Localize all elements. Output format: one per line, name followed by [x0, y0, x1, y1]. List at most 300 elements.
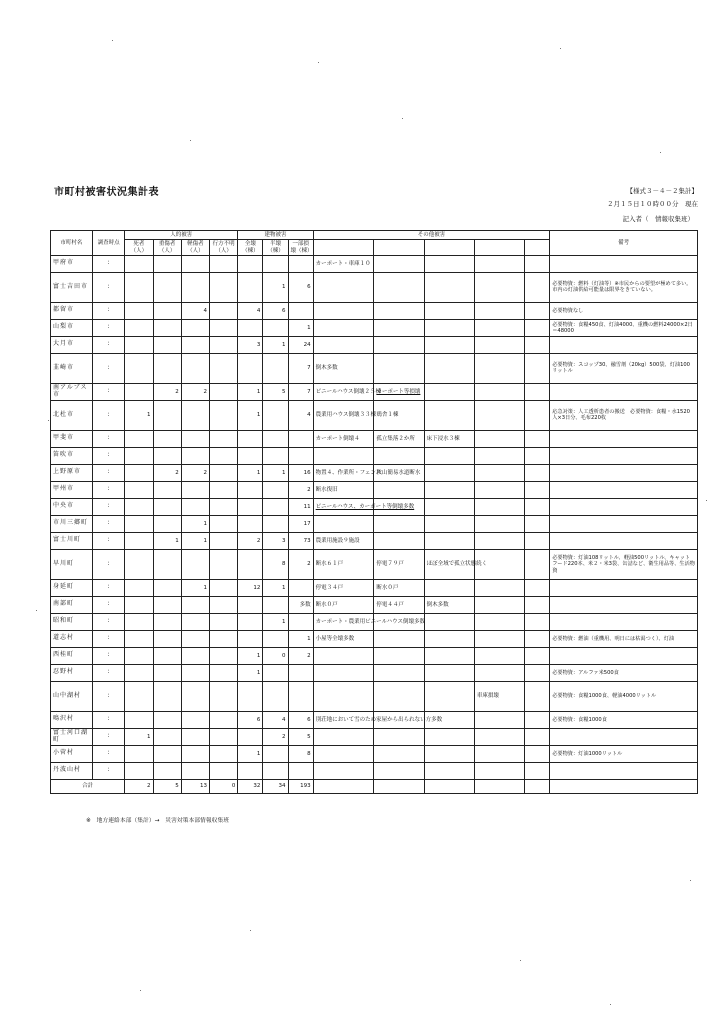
- table-row: [51, 630, 698, 647]
- minor-count: [181, 630, 209, 647]
- remarks-cell: [550, 464, 698, 481]
- minor-count: [181, 255, 209, 272]
- other-damage-4: [474, 272, 524, 302]
- other-damage-3: [424, 336, 474, 353]
- severe-count: [153, 728, 181, 745]
- municipality-name: 中央市: [51, 498, 93, 515]
- other-damage-5: [525, 681, 550, 711]
- other-damage-1: 倒木多数: [313, 353, 374, 383]
- half-collapse-count: 1: [263, 336, 288, 353]
- survey-time-cell: :: [92, 711, 124, 728]
- total-label: 合計: [51, 779, 125, 793]
- survey-time-cell: :: [92, 336, 124, 353]
- remarks-cell: 応急対策：人工透析患者の搬送 必要物資：食糧・水1520人×3日分、毛布220枚: [550, 400, 698, 430]
- other-damage-4: [474, 647, 524, 664]
- half-collapse-count: [263, 762, 288, 779]
- other-damage-2: 断水０戸: [374, 579, 424, 596]
- municipality-name: 昭和町: [51, 613, 93, 630]
- survey-time-cell: :: [92, 272, 124, 302]
- other-damage-4: [474, 481, 524, 498]
- missing-count: [210, 255, 238, 272]
- other-damage-5: [525, 630, 550, 647]
- full-collapse-count: [238, 272, 263, 302]
- other-damage-1: [313, 745, 374, 762]
- survey-time-cell: :: [92, 532, 124, 549]
- missing-count: [210, 647, 238, 664]
- partial-damage-count: 16: [288, 464, 313, 481]
- minor-count: [181, 447, 209, 464]
- other-damage-1: 小屋等全壊多数: [313, 630, 374, 647]
- half-collapse-count: [263, 664, 288, 681]
- half-collapse-count: [263, 515, 288, 532]
- minor-count: [181, 549, 209, 579]
- other-damage-3: [424, 498, 474, 515]
- partial-damage-count: 5: [288, 728, 313, 745]
- other-damage-1: カーポート・車庫１０: [313, 255, 374, 272]
- municipality-name: 富士河口湖町: [51, 728, 93, 745]
- table-row: [51, 498, 698, 515]
- full-collapse-count: [238, 353, 263, 383]
- other-damage-3: [424, 383, 474, 400]
- minor-count: [181, 481, 209, 498]
- survey-time-cell: :: [92, 630, 124, 647]
- table-row: [51, 664, 698, 681]
- header-other-5: [525, 240, 550, 256]
- missing-count: [210, 302, 238, 319]
- remarks-cell: [550, 579, 698, 596]
- other-damage-1: [313, 272, 374, 302]
- full-collapse-count: [238, 681, 263, 711]
- header-other-damage: その他被害: [313, 231, 550, 240]
- table-row: [51, 579, 698, 596]
- total-full: 32: [238, 779, 263, 793]
- minor-count: [181, 353, 209, 383]
- other-damage-4: [474, 353, 524, 383]
- missing-count: [210, 336, 238, 353]
- table-row: [51, 336, 698, 353]
- dead-count: [125, 664, 153, 681]
- other-damage-1: 停電３４戸: [313, 579, 374, 596]
- header-minor: 軽傷者（人）: [181, 240, 209, 256]
- partial-damage-count: [288, 762, 313, 779]
- other-damage-4: [474, 302, 524, 319]
- partial-damage-count: [288, 579, 313, 596]
- severe-count: [153, 481, 181, 498]
- total-dead: 2: [125, 779, 153, 793]
- full-collapse-count: 1: [238, 664, 263, 681]
- total-other-4: [474, 779, 524, 793]
- other-damage-5: [525, 613, 550, 630]
- other-damage-4: [474, 532, 524, 549]
- remarks-cell: 必要物資：灯油1000リットル: [550, 745, 698, 762]
- full-collapse-count: [238, 498, 263, 515]
- severe-count: [153, 353, 181, 383]
- remarks-cell: 必要物資：食糧1000食、軽油4000リットル: [550, 681, 698, 711]
- full-collapse-count: [238, 630, 263, 647]
- minor-count: 1: [181, 515, 209, 532]
- table-total: [51, 779, 698, 793]
- other-damage-4: [474, 515, 524, 532]
- partial-damage-count: [288, 302, 313, 319]
- survey-time-cell: :: [92, 647, 124, 664]
- remarks-cell: 必要物資：燃油（重機用、明日には枯渇つく）、灯油: [550, 630, 698, 647]
- severe-count: [153, 272, 181, 302]
- other-damage-3: [424, 319, 474, 336]
- remarks-cell: [550, 613, 698, 630]
- severe-count: [153, 579, 181, 596]
- partial-damage-count: 1: [288, 630, 313, 647]
- survey-time-cell: :: [92, 596, 124, 613]
- partial-damage-count: 6: [288, 711, 313, 728]
- severe-count: [153, 745, 181, 762]
- missing-count: [210, 400, 238, 430]
- remarks-cell: [550, 255, 698, 272]
- full-collapse-count: 1: [238, 647, 263, 664]
- partial-damage-count: 6: [288, 272, 313, 302]
- full-collapse-count: [238, 255, 263, 272]
- survey-time-cell: :: [92, 745, 124, 762]
- total-half: 34: [263, 779, 288, 793]
- total-partial: 193: [288, 779, 313, 793]
- dead-count: [125, 302, 153, 319]
- other-damage-5: [525, 647, 550, 664]
- other-damage-1: カーポート・農業用ビニールハウス倒壊多数: [313, 613, 374, 630]
- half-collapse-count: [263, 596, 288, 613]
- minor-count: 2: [181, 464, 209, 481]
- dead-count: [125, 430, 153, 447]
- other-damage-3: [424, 532, 474, 549]
- minor-count: [181, 498, 209, 515]
- other-damage-3: 倒木多数: [424, 596, 474, 613]
- other-damage-2: [374, 255, 424, 272]
- partial-damage-count: [288, 255, 313, 272]
- partial-damage-count: 7: [288, 383, 313, 400]
- minor-count: 2: [181, 383, 209, 400]
- table-row: [51, 549, 698, 579]
- full-collapse-count: 3: [238, 336, 263, 353]
- missing-count: [210, 745, 238, 762]
- survey-time-cell: :: [92, 681, 124, 711]
- missing-count: [210, 319, 238, 336]
- other-damage-3: [424, 464, 474, 481]
- municipality-name: 南アルプス市: [51, 383, 93, 400]
- other-damage-1: [313, 728, 374, 745]
- survey-time-cell: :: [92, 464, 124, 481]
- municipality-name: 上野原市: [51, 464, 93, 481]
- survey-time-cell: :: [92, 447, 124, 464]
- other-damage-4: [474, 447, 524, 464]
- header-dead: 死者（人）: [125, 240, 153, 256]
- table-row: [51, 464, 698, 481]
- severe-count: 2: [153, 383, 181, 400]
- other-damage-1: 断水６１戸: [313, 549, 374, 579]
- header-other-2: [374, 240, 424, 256]
- missing-count: [210, 681, 238, 711]
- survey-time-cell: :: [92, 498, 124, 515]
- partial-damage-count: [288, 447, 313, 464]
- municipality-name: 西桂町: [51, 647, 93, 664]
- other-damage-1: [313, 336, 374, 353]
- other-damage-1: [313, 302, 374, 319]
- table-row: [51, 353, 698, 383]
- survey-time-cell: :: [92, 515, 124, 532]
- partial-damage-count: 2: [288, 549, 313, 579]
- municipality-name: 市川三郷町: [51, 515, 93, 532]
- remarks-cell: 必要物資：灯油108リットル、軽油500リットル、キャットフード220本、米２・米3袋、缶詰など、衛生用品等、生活物資: [550, 549, 698, 579]
- missing-count: [210, 383, 238, 400]
- table-row: [51, 711, 698, 728]
- half-collapse-count: [263, 353, 288, 383]
- other-damage-2: [374, 647, 424, 664]
- remarks-cell: [550, 532, 698, 549]
- dead-count: [125, 647, 153, 664]
- dead-count: [125, 319, 153, 336]
- minor-count: [181, 745, 209, 762]
- survey-time-cell: :: [92, 400, 124, 430]
- other-damage-3: [424, 664, 474, 681]
- remarks-cell: 必要物資：食糧1000食: [550, 711, 698, 728]
- other-damage-5: [525, 400, 550, 430]
- remarks-cell: [550, 383, 698, 400]
- half-collapse-count: [263, 255, 288, 272]
- other-damage-3: [424, 481, 474, 498]
- full-collapse-count: 2: [238, 532, 263, 549]
- other-damage-2: [374, 515, 424, 532]
- partial-damage-count: 1: [288, 319, 313, 336]
- other-damage-2: [374, 319, 424, 336]
- municipality-name: 身延町: [51, 579, 93, 596]
- other-damage-4: [474, 255, 524, 272]
- other-damage-4: [474, 613, 524, 630]
- other-damage-4: [474, 400, 524, 430]
- other-damage-4: [474, 711, 524, 728]
- full-collapse-count: [238, 481, 263, 498]
- table-header: [51, 231, 698, 256]
- table-row: [51, 647, 698, 664]
- missing-count: [210, 664, 238, 681]
- other-damage-5: [525, 255, 550, 272]
- other-damage-2: [374, 447, 424, 464]
- survey-time-cell: :: [92, 255, 124, 272]
- other-damage-4: [474, 745, 524, 762]
- full-collapse-count: [238, 319, 263, 336]
- municipality-name: 早川町: [51, 549, 93, 579]
- half-collapse-count: [263, 430, 288, 447]
- dead-count: [125, 681, 153, 711]
- other-damage-2: 秋山簡易水道断水: [374, 464, 424, 481]
- dead-count: [125, 711, 153, 728]
- other-damage-2: [374, 745, 424, 762]
- other-damage-3: [424, 728, 474, 745]
- severe-count: [153, 255, 181, 272]
- other-damage-5: [525, 498, 550, 515]
- survey-time-cell: :: [92, 762, 124, 779]
- missing-count: [210, 430, 238, 447]
- survey-time-cell: :: [92, 353, 124, 383]
- severe-count: [153, 447, 181, 464]
- other-damage-3: ほぼ全域で孤立状態続く: [424, 549, 474, 579]
- other-damage-1: ビニールハウス倒壊２５棟: [313, 383, 374, 400]
- half-collapse-count: 1: [263, 613, 288, 630]
- header-partial: 一部損壊（棟）: [288, 240, 313, 256]
- severe-count: [153, 681, 181, 711]
- total-minor: 13: [181, 779, 209, 793]
- dead-count: [125, 745, 153, 762]
- other-damage-2: [374, 762, 424, 779]
- half-collapse-count: [263, 630, 288, 647]
- table-row: [51, 515, 698, 532]
- severe-count: 2: [153, 464, 181, 481]
- header-building-damage: 建物被害: [238, 231, 313, 240]
- header-other-4: [474, 240, 524, 256]
- minor-count: [181, 596, 209, 613]
- table-row: [51, 302, 698, 319]
- remarks-cell: [550, 728, 698, 745]
- other-damage-4: [474, 464, 524, 481]
- header-other-3: [424, 240, 474, 256]
- other-damage-2: [374, 353, 424, 383]
- header-missing: 行方不明（人）: [210, 240, 238, 256]
- other-damage-3: [424, 630, 474, 647]
- remarks-cell: 必要物資：食糧450食、灯油4000、重機の燃料24000×2日＝48000: [550, 319, 698, 336]
- table-row: [51, 383, 698, 400]
- full-collapse-count: 4: [238, 302, 263, 319]
- minor-count: [181, 336, 209, 353]
- table-row: [51, 481, 698, 498]
- other-damage-5: [525, 336, 550, 353]
- municipality-name: 韮崎市: [51, 353, 93, 383]
- missing-count: [210, 498, 238, 515]
- recorder-label: 記入者（ 情報収集班）: [622, 215, 694, 223]
- minor-count: [181, 711, 209, 728]
- other-damage-2: [374, 728, 424, 745]
- half-collapse-count: [263, 681, 288, 711]
- header-full: 全壊（棟）: [238, 240, 263, 256]
- municipality-name: 南部町: [51, 596, 93, 613]
- footnote: ※ 地方連絡本部（集計）→ 災害対策本部情報収集班: [86, 818, 230, 824]
- partial-damage-count: 2: [288, 481, 313, 498]
- survey-time-cell: :: [92, 481, 124, 498]
- other-damage-4: [474, 430, 524, 447]
- other-damage-5: [525, 728, 550, 745]
- severe-count: [153, 613, 181, 630]
- table-row: [51, 400, 698, 430]
- remarks-cell: [550, 336, 698, 353]
- other-damage-1: 別荘地において雪のため家屋から出られない方多数: [313, 711, 374, 728]
- half-collapse-count: [263, 745, 288, 762]
- remarks-cell: [550, 762, 698, 779]
- other-damage-1: 物置４、作業所・フェンス: [313, 464, 374, 481]
- remarks-cell: [550, 498, 698, 515]
- severe-count: [153, 762, 181, 779]
- minor-count: [181, 728, 209, 745]
- other-damage-1: [313, 447, 374, 464]
- dead-count: [125, 272, 153, 302]
- severe-count: [153, 630, 181, 647]
- missing-count: [210, 515, 238, 532]
- missing-count: [210, 481, 238, 498]
- full-collapse-count: [238, 762, 263, 779]
- minor-count: 1: [181, 532, 209, 549]
- other-damage-4: [474, 336, 524, 353]
- dead-count: [125, 383, 153, 400]
- other-damage-3: [424, 447, 474, 464]
- other-damage-3: [424, 647, 474, 664]
- full-collapse-count: 1: [238, 383, 263, 400]
- severe-count: [153, 319, 181, 336]
- survey-time-cell: :: [92, 430, 124, 447]
- minor-count: [181, 319, 209, 336]
- missing-count: [210, 549, 238, 579]
- minor-count: [181, 647, 209, 664]
- municipality-name: 道志村: [51, 630, 93, 647]
- full-collapse-count: 1: [238, 400, 263, 430]
- other-damage-5: [525, 464, 550, 481]
- other-damage-4: [474, 319, 524, 336]
- partial-damage-count: 多数: [288, 596, 313, 613]
- table-row: [51, 319, 698, 336]
- missing-count: [210, 711, 238, 728]
- dead-count: [125, 515, 153, 532]
- table-row: [51, 762, 698, 779]
- table-row: [51, 272, 698, 302]
- other-damage-4: [474, 579, 524, 596]
- other-damage-1: [313, 319, 374, 336]
- other-damage-1: ビニールハウス、カーポート等倒壊多数: [313, 498, 374, 515]
- full-collapse-count: [238, 728, 263, 745]
- municipality-name: 鳴沢村: [51, 711, 93, 728]
- half-collapse-count: [263, 400, 288, 430]
- dead-count: [125, 579, 153, 596]
- dead-count: [125, 596, 153, 613]
- dead-count: [125, 613, 153, 630]
- other-damage-2: 停電７９戸: [374, 549, 424, 579]
- other-damage-3: [424, 272, 474, 302]
- header-survey-time: 調査時点: [92, 231, 124, 256]
- minor-count: [181, 400, 209, 430]
- other-damage-5: [525, 481, 550, 498]
- survey-time-cell: :: [92, 549, 124, 579]
- remarks-cell: [550, 647, 698, 664]
- partial-damage-count: 7: [288, 353, 313, 383]
- partial-damage-count: 24: [288, 336, 313, 353]
- municipality-name: 山梨市: [51, 319, 93, 336]
- minor-count: [181, 762, 209, 779]
- other-damage-2: [374, 532, 424, 549]
- partial-damage-count: [288, 430, 313, 447]
- dead-count: 1: [125, 728, 153, 745]
- other-damage-2: [374, 681, 424, 711]
- missing-count: [210, 532, 238, 549]
- other-damage-5: [525, 664, 550, 681]
- table-row: [51, 447, 698, 464]
- other-damage-2: [374, 664, 424, 681]
- severe-count: [153, 664, 181, 681]
- remarks-cell: [550, 430, 698, 447]
- other-damage-4: 車庫損壊: [474, 681, 524, 711]
- full-collapse-count: [238, 613, 263, 630]
- remarks-cell: [550, 447, 698, 464]
- header-remarks: 備考: [550, 231, 698, 256]
- remarks-cell: [550, 596, 698, 613]
- other-damage-5: [525, 272, 550, 302]
- other-damage-5: [525, 711, 550, 728]
- minor-count: [181, 664, 209, 681]
- other-damage-1: 農業用ハウス倒壊３３棟: [313, 400, 374, 430]
- missing-count: [210, 613, 238, 630]
- survey-time-cell: :: [92, 302, 124, 319]
- total-other-2: [374, 779, 424, 793]
